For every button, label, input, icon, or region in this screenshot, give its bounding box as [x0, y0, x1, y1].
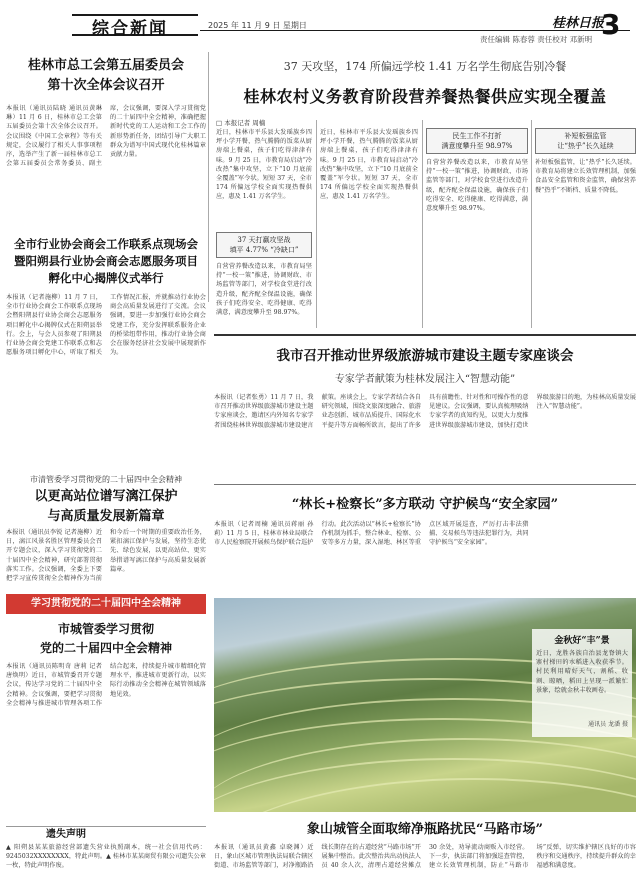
article-headline — [6, 56, 206, 96]
column-divider — [208, 52, 209, 302]
forum-headline: 我市召开推动世界级旅游城市建设主题专家座谈会 — [276, 348, 574, 364]
newspaper-logo: 桂林日报 — [552, 16, 605, 31]
forum-subhead: 专家学者献策为桂林发展注入“智慧动能” — [334, 374, 516, 385]
article-body: 近日，桂林市平乐县大发瑶族乡四坪小学开餐，热气腾腾的饭菜从厨房端上餐桌，孩子们吃得津津有味。9 月 25 日，市教育局启动“冷改热”集中攻坚，立下“10 月底前全覆盖”军令状。短短 37 天，全市 174 所偏远学校全面实现热餐供应，惠及 1.41 万名学生。 — [320, 129, 418, 201]
column-divider — [531, 120, 532, 328]
article-body: 本报讯（通讯员陆晓 通讯员黄琳琳）11 月 6 日，桂林市总工会第五届委员会第十次全体会议召开。会议围绕《中国工会章程》等有关规定，会议履行了相关人事事项程序，选举产生了新一届桂林市总工会第五届委员会常务委员、副主席，会议强调，要深入学习贯彻党的二十届四中全会精神，准确把握新时代党的工人运动和工会工作的新形势新任务，团结引导广大职工群众为谱写中国式现代化桂林篇章贡献力量。 — [6, 105, 206, 168]
headline-line: 暨阳朔县行业协会商会志愿服务项目 — [14, 254, 198, 268]
section-box-title: 补短板强监管 让“热乎”长久延续 — [535, 128, 636, 154]
section-label: 综合新闻 — [92, 19, 168, 39]
byline: □ 本报记者 周楠 — [216, 119, 266, 127]
street-market-story — [214, 818, 636, 893]
topic-banner: 学习贯彻党的二十届四中全会精神 — [6, 594, 206, 614]
page-number: 3 — [601, 8, 621, 41]
article-body: 本报讯（记者张勇）11 月 7 日，我市召开推动世界级旅游城市建设主题专家座谈会，邀请区内外知名专家学者围绕桂林世界级旅游城市建设建言献策。座谈会上，专家学者结合各自研究领域，围绕文旅深度融合、旅游业态创新、城市品质提升、国际化水平提升等方面畅所欲言，提出了许多具有前瞻性、针对性和可操作性的意见建议。会议强调，要认真梳理吸纳专家学者的真知灼见，以更大力度推进世界级旅游城市建设，加快打造世界级旅游目的地，为桂林高质量发展注入“智慧动能”。 — [214, 394, 636, 429]
photo-caption — [532, 629, 632, 737]
editor-credits: 责任编辑 陈春蓉 责任校对 邓新明 — [480, 35, 593, 44]
masthead — [0, 0, 640, 48]
article-urban-management — [6, 620, 206, 792]
headline-line: 孵化中心揭牌仪式举行 — [48, 271, 164, 285]
photo-caption-body: 近日，龙胜各族自治县龙脊镇大寨村梯田的水稻进入收获季节。村民利用晴好天气，割稻、收割、晾晒，稻田上呈现一派繁忙景象，绘就金秋丰收画卷。 — [536, 650, 628, 694]
headline-line: 桂林市总工会第五届委员会 — [27, 58, 184, 73]
article-headline — [6, 236, 206, 287]
headline-line: 第十次全体会议召开 — [47, 78, 165, 93]
street-market-headline: 象山城管全面取缔净瓶路扰民“马路市场” — [307, 822, 543, 837]
top-story-col2 — [320, 128, 418, 338]
notice-title: 遗失声明 — [46, 829, 86, 840]
headline-line: 与高质量发展新篇章 — [47, 509, 165, 524]
column-divider — [316, 120, 317, 328]
notice-box — [6, 826, 206, 892]
notice-body: ▲ 阳朔县某某旅游经营部遗失营业执照副本，统一社会信用代码：9245032XXXXXXXX，特此声明。▲ 桂林市某某商贸有限公司遗失公章一枚，特此声明作废。 — [6, 844, 206, 870]
article-lijiang-management — [6, 474, 206, 527]
headline-line: 党的二十届四中全会精神 — [39, 641, 172, 655]
top-story-subhead: 37 天攻坚，174 所偏远学校 1.41 万名学生彻底告别冷餐 — [283, 60, 567, 73]
article-body: 本报讯（记者周楠 通讯员蒋丽 孙莉）11 月 5 日，桂林市林业局联合市人民检察院开展候鸟保护联合巡护行动。此次活动以“林长+检察长”协作机制为抓手，整合林业、检察、公安等多方力量，深入湿地、林区等重点区域开展巡查，严厉打击非法猎捕、交易候鸟等违法犯罪行为，共同守护候鸟“安全家园”。 — [214, 521, 529, 547]
article-body: 自营营养餐改造以来，市教育局坚持“一校一策”推进，协调财政、市场监管等部门，对学校食堂进行改造升级，配齐配全保温设施，确保孩子们吃得安全、吃得健康、吃得满意，满意度攀升至 98.97%。 — [426, 159, 528, 213]
headline-line: 全市行业协会商会工作联系点现场会 — [14, 237, 198, 251]
forum-story — [214, 334, 636, 493]
issue-date: 2025 年 11 月 9 日 星期日 — [208, 21, 307, 30]
top-story-col3 — [426, 128, 528, 334]
article-association-meeting — [6, 236, 206, 469]
section-box-title: 37 天打赢攻坚战 填平 4.77% “冷缺口” — [216, 232, 312, 258]
article-body: 补短板强监管，让“热乎”长久延续。市教育局将建立长效管理机制，加强食品安全监管和资金监管，确保营养餐“热乎”不断档、质量不降低。 — [535, 159, 636, 194]
article-headline — [6, 620, 206, 658]
article-kicker: 市清管委学习贯彻党的二十届四中全会精神 — [30, 475, 182, 484]
bird-protection-story — [214, 484, 636, 602]
headline-line: 市城管委学习贯彻 — [57, 622, 154, 636]
section-box-title: 民生工作不打折 满意度攀升至 98.97% — [426, 128, 528, 154]
article-body: 自营营养餐改造以来，市教育局坚持“一校一策”推进，协调财政、市场监管等部门，对学校食堂进行改造升级，配齐配全保温设施，确保孩子们吃得安全、吃得健康、吃得满意，满意度攀升至 98.97%。 — [216, 263, 312, 317]
article-body: 本报讯（通讯员黄鑫 卓晓渊）近日，象山区城市管理执法局联合辖区街道、市场监管等部门，对净瓶路沿线长期存在的占道经营“马路市场”开展集中整治。此次整治共出动执法人员 40 余人次，清理占道经营摊点 30 余处，劝导流动商贩入市经营。下一步，执法部门将加强巡查管控，建立长效管理机制，防止“马路市场”反弹，切实维护辖区良好的市容秩序和交通秩序，持续提升群众的幸福感和满意度。 — [214, 844, 636, 870]
bird-headline: “林长+检察长”多方联动 守护候鸟“安全家园” — [291, 497, 559, 512]
headline-line: 以更高站位谱写漓江保护 — [34, 489, 178, 504]
article-union-meeting — [6, 52, 206, 262]
article-body: 近日，桂林市平乐县大发瑶族乡四坪小学开餐，热气腾腾的饭菜从厨房端上餐桌，孩子们吃得津津有味。9 月 25 日，市教育局启动“冷改热”集中攻坚，立下“10 月底前全覆盖”军令状。短短 37 天，全市 174 所偏远学校全面实现热餐供应，惠及 1.41 万名学生。 — [216, 129, 312, 201]
top-story — [214, 58, 636, 107]
top-story-col4 — [535, 128, 636, 334]
top-story-col1 — [216, 128, 312, 360]
photo-credit: 通讯员 龙潘 摄 — [588, 721, 628, 728]
photo-caption-title: 金秋好“丰”景 — [554, 636, 610, 646]
column-divider — [422, 120, 423, 328]
article-headline — [6, 487, 206, 527]
article-body: 本报讯（通讯员陈明奇 唐莉 记者唐焕明）近日，市城管委召开专题会议，传达学习党的二十届四中全会精神。会议强调，要把学习贯彻全会精神与推进城市管理各项工作结合起来，持续提升城市精细化管理水平，推进城市更新行动，以实际行动推动全会精神在城管领域落地见效。 — [6, 663, 206, 707]
article-body: 本报讯（记者施柳）11 月 7 日，全市行业协会商会工作联系点现场会暨阳朔县行业协会商会志愿服务项目孵化中心揭牌仪式在阳朔县举行。会上，与会人员参观了阳朔县行业协会商会党建工作联系点和志愿服务项目孵化中心，听取了相关工作情况汇报，并就推动行业协会商会高质量发展进行了交流。会议强调，要进一步加强行业协会商会党建工作，充分发挥联系服务企业的桥梁纽带作用，推动行业协会商会在服务经济社会发展中展现新作为。 — [6, 294, 206, 357]
article-body: 本报讯（通讯员李锐 记者施柳）近日，漓江风景名胜区管理委员会召开专题会议，深入学习贯彻党的二十届四中全会精神，研究部署贯彻落实工作。会议强调，全委上下要把学习宣传贯彻全会精神作为当前和今后一个时期的重要政治任务，紧扣漓江保护与发展，坚持生态优先、绿色发展，以更高站位、更实举措谱写漓江保护与高质量发展新篇章。 — [6, 529, 206, 583]
top-story-headline: 桂林农村义务教育阶段营养餐热餐供应实现全覆盖 — [243, 87, 607, 106]
